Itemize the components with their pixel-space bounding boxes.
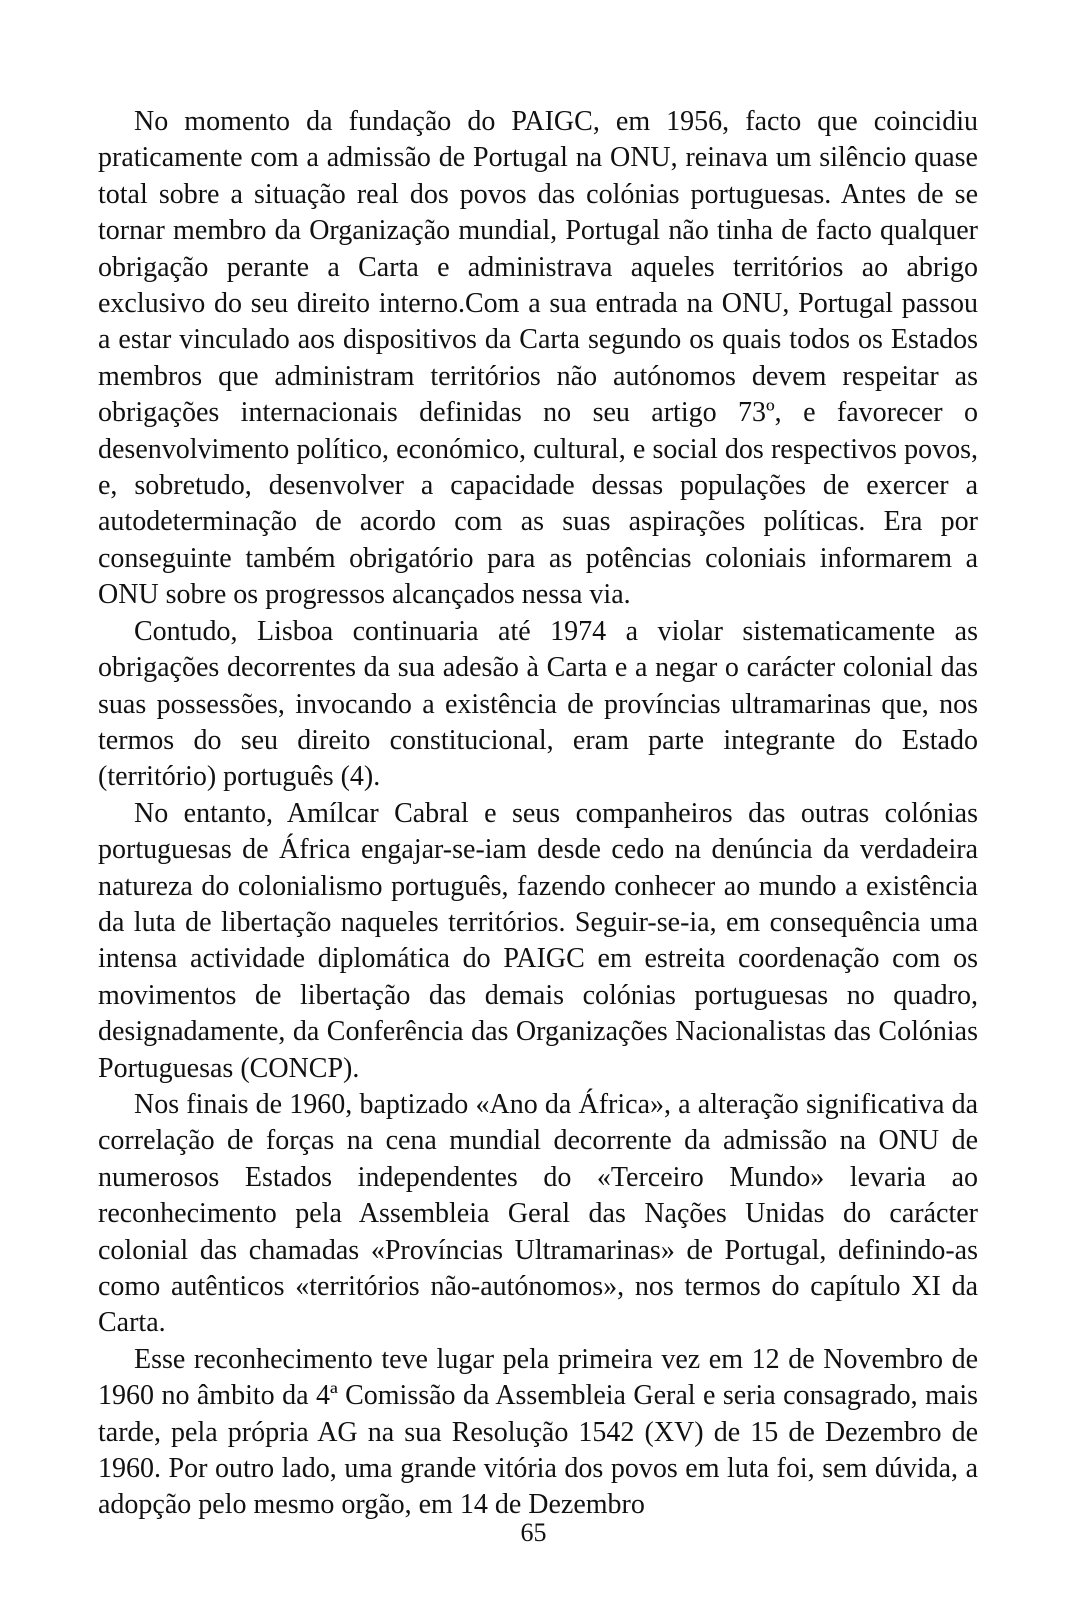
paragraph-5: Esse reconhecimento teve lugar pela primeira vez em 12 de Novembro de 1960 no âmbito da 4ª Comissão da Assembleia Geral e seria consagrado, mais tarde, pela própria AG na sua Resolução 1542 (XV) de 15 de Dezembro de 1960. Por outro lado, uma grande vitória dos povos em luta foi, sem dúvida, a adopção pelo mesmo orgão, em 14 de Dezembro bbox=[98, 1343, 978, 1521]
paragraph-2: Contudo, Lisboa continuaria até 1974 a violar sistematicamente as obrigações decorrentes da sua adesão à Carta e a negar o carácter colonial das suas possessões, invocando a existência de províncias ultramarinas que, nos termos do seu direito constitucional, eram parte integrante do Estado (território) português (4). bbox=[98, 615, 978, 793]
paragraph-3: No entanto, Amílcar Cabral e seus companheiros das outras colónias portuguesas de África engajar-se-iam desde cedo na denúncia da verdadeira natureza do colonialismo português, fazendo conhecer ao mundo a existência da luta de libertação naqueles territórios. Seguir-se-ia, em consequência uma intensa actividade diplomática do PAIGC em estreita coordenação com os movimentos de libertação das demais colónias portuguesas no quadro, designadamente, da Conferência das Organizações Nacionalistas das Colónias Portuguesas (CONCP). bbox=[98, 797, 978, 1084]
paragraph-1: No momento da fundação do PAIGC, em 1956, facto que coincidiu praticamente com a admissão de Portugal na ONU, reinava um silêncio quase total sobre a situação real dos povos das colónias portuguesas. Antes de se tornar membro da Organização mundial, Portugal não tinha de facto qualquer obrigação perante a Carta e administrava aqueles territórios ao abrigo exclusivo do seu direito interno.Com a sua entrada na ONU, Portugal passou a estar vinculado aos dispositivos da Carta segundo os quais todos os Estados membros que administram territórios não autónomos devem respeitar as obrigações internacionais definidas no seu artigo 73º, e favorecer o desenvolvimento político, económico, cultural, e social dos respectivos povos, e, sobretudo, desenvolver a capacidade dessas populações de exercer a autodeterminação de acordo com as suas aspirações políticas. Era por conseguinte também obrigatório para as potências coloniais informarem a ONU sobre os progressos alcançados nessa via. bbox=[98, 106, 978, 611]
page-number: 65 bbox=[520, 1518, 547, 1547]
body-text bbox=[98, 104, 978, 1524]
paragraph-4: Nos finais de 1960, baptizado «Ano da África», a alteração significativa da correlação de forças na cena mundial decorrente da admissão na ONU de numerosos Estados independentes do «Terceiro Mundo» levaria ao reconhecimento pela Assembleia Geral das Nações Unidas do carácter colonial das chamadas «Províncias Ultramarinas» de Portugal, definindo-as como autênticos «territórios não-autónomos», nos termos do capítulo XI da Carta. bbox=[98, 1088, 978, 1339]
